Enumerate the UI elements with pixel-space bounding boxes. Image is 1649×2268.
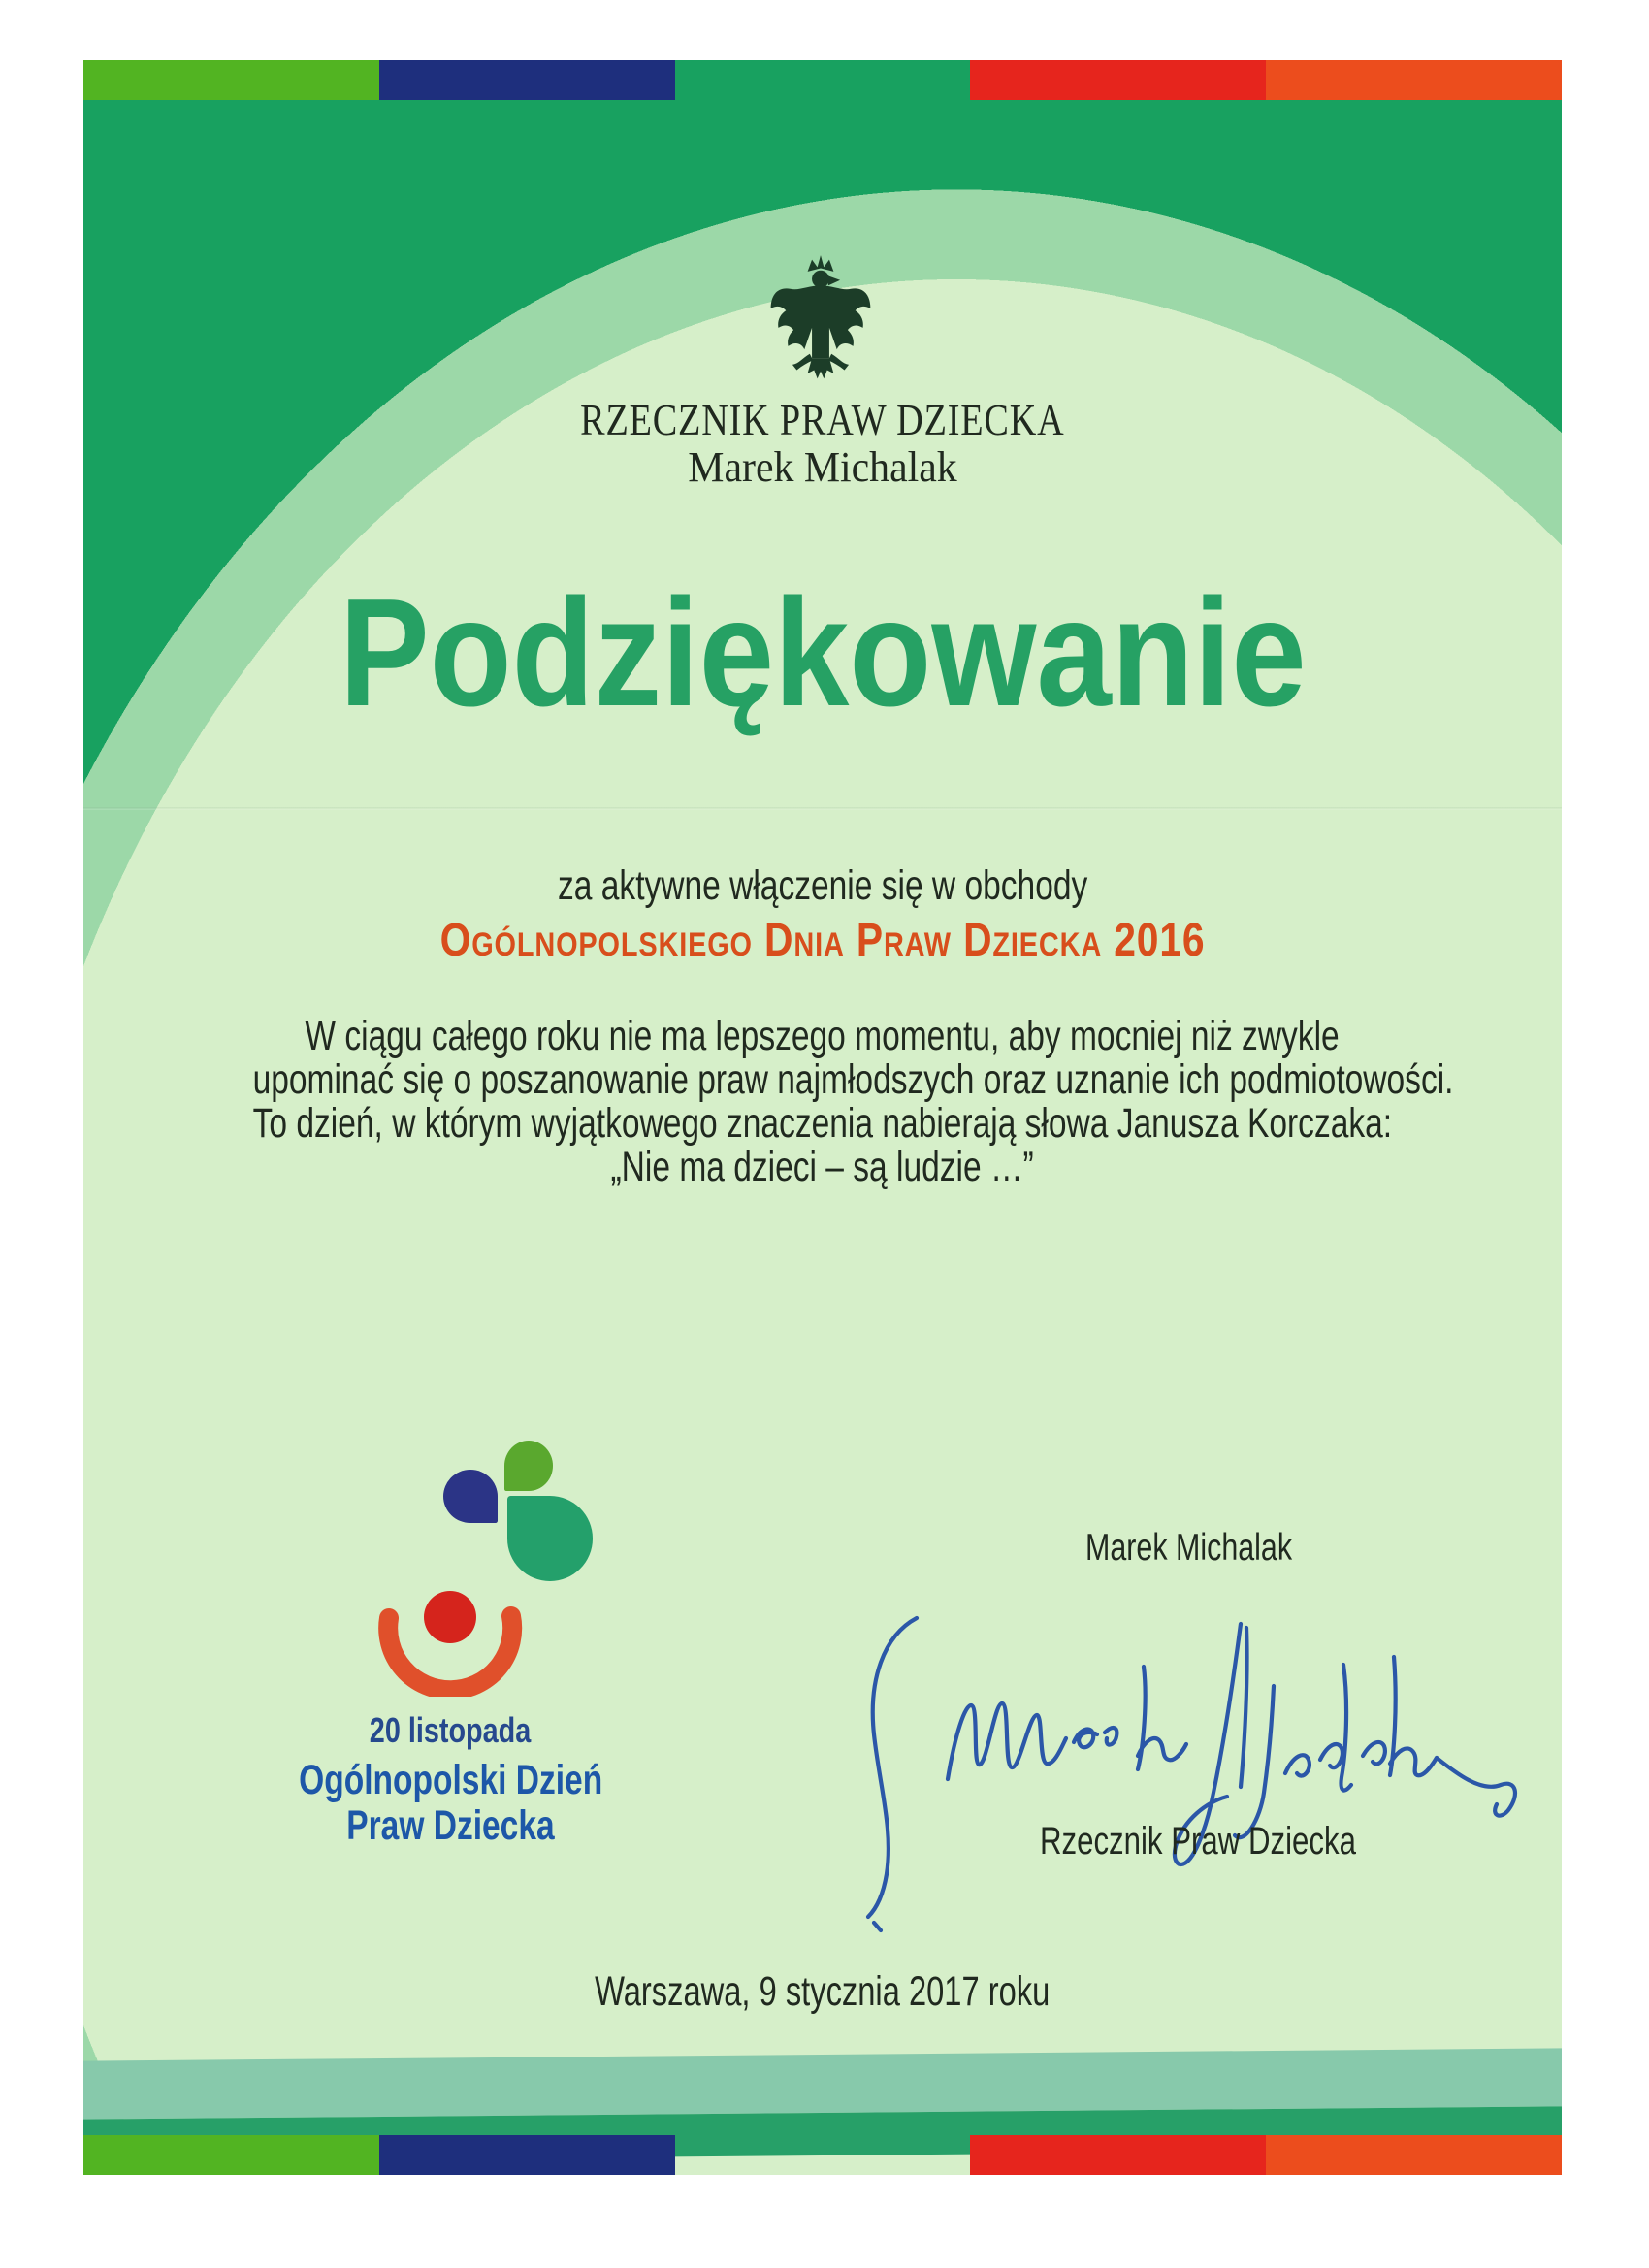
place-and-date-line: Warszawa, 9 stycznia 2017 roku bbox=[595, 1968, 1051, 2015]
body-paragraph bbox=[83, 1015, 1562, 1189]
institution-name: RZECZNIK PRAW DZIECKA bbox=[580, 395, 1065, 444]
logo-drop-seagreen-icon bbox=[507, 1496, 593, 1581]
body-line: upominać się o poszanowanie praw najmłodszych oraz uznanie ich podmiotowości. bbox=[252, 1056, 1454, 1103]
body-quote-line: „Nie ma dzieci – są ludzie …” bbox=[610, 1144, 1035, 1190]
event-name-line: Ogólnopolskiego Dnia Praw Dziecka 2016 bbox=[439, 915, 1206, 966]
bar-segment-light-green bbox=[83, 60, 379, 100]
bar-segment-navy bbox=[379, 60, 675, 100]
logo-event-line: Ogólnopolski Dzień bbox=[299, 1757, 603, 1803]
body-line: W ciągu całego roku nie ma lepszego momentu, aby mocniej niż zwykle bbox=[305, 1013, 1341, 1059]
logo-drop-navy-icon bbox=[443, 1470, 498, 1523]
intro-line: za aktywne włączenie się w obchody bbox=[557, 862, 1088, 909]
ombudsman-name-header: Marek Michalak bbox=[688, 443, 957, 491]
logo-smile-icon bbox=[377, 1604, 523, 1697]
logo-drop-green-icon bbox=[504, 1441, 553, 1491]
bar-segment-red bbox=[970, 60, 1266, 100]
top-color-bar bbox=[83, 60, 1562, 100]
certificate-title: Podziękowanie bbox=[339, 567, 1307, 738]
polish-eagle-emblem bbox=[764, 254, 877, 384]
logo-event-name bbox=[256, 1758, 644, 1849]
bar-segment-light-green bbox=[83, 2135, 379, 2175]
certificate-page bbox=[83, 60, 1562, 2175]
logo-date-label: 20 listopada bbox=[369, 1710, 532, 1750]
bottom-color-bar bbox=[83, 2135, 1562, 2175]
bar-segment-orange bbox=[1266, 2135, 1562, 2175]
bar-segment-orange bbox=[1266, 60, 1562, 100]
bar-segment-red bbox=[970, 2135, 1266, 2175]
signature-handwriting bbox=[855, 1542, 1543, 1940]
signer-name-label: Marek Michalak bbox=[1085, 1527, 1293, 1569]
bar-segment-navy bbox=[379, 2135, 675, 2175]
logo-event-line: Praw Dziecka bbox=[345, 1802, 555, 1849]
signer-role-label: Rzecznik Praw Dziecka bbox=[1039, 1820, 1356, 1863]
body-line: To dzień, w którym wyjątkowego znaczenia nabierają słowa Janusza Korczaka: bbox=[252, 1100, 1393, 1147]
